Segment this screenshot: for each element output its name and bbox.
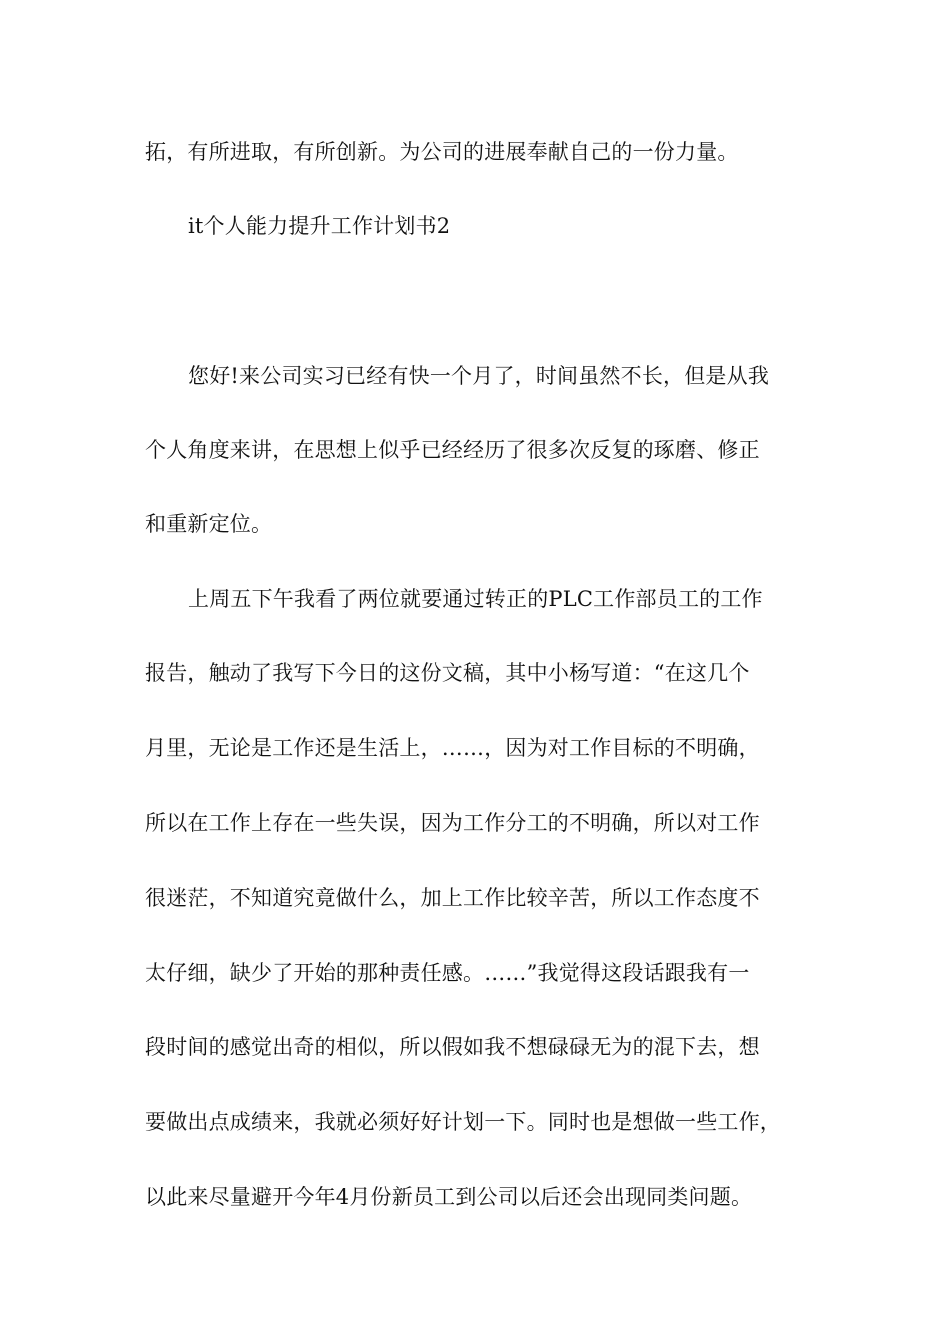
paragraph-line: 和重新定位。 bbox=[145, 512, 273, 536]
paragraph-line: 很迷茫，不知道究竟做什么，加上工作比较辛苦，所以工作态度不 bbox=[145, 886, 760, 910]
paragraph-line: 上周五下午我看了两位就要通过转正的PLC工作部员工的工作 bbox=[188, 587, 763, 611]
paragraph-line: 所以在工作上存在一些失误，因为工作分工的不明确，所以对工作 bbox=[145, 811, 760, 835]
paragraph-line: 月里，无论是工作还是生活上，……，因为对工作目标的不明确， bbox=[145, 736, 760, 760]
paragraph-line: 段时间的感觉出奇的相似，所以假如我不想碌碌无为的混下去，想 bbox=[145, 1035, 760, 1059]
paragraph-line: 太仔细，缺少了开始的那种责任感。……”我觉得这段话跟我有一 bbox=[145, 961, 750, 985]
paragraph-line: 个人角度来讲，在思想上似乎已经经历了很多次反复的琢磨、修正 bbox=[145, 438, 760, 462]
paragraph-line: 拓，有所进取，有所创新。为公司的进展奉献自己的一份力量。 bbox=[145, 140, 739, 164]
paragraph-line: 以此来尽量避开今年4月份新员工到公司以后还会出现同类问题。 bbox=[145, 1185, 753, 1209]
section-heading: it个人能力提升工作计划书2 bbox=[188, 214, 451, 238]
paragraph-line: 您好!来公司实习已经有快一个月了，时间虽然不长，但是从我 bbox=[188, 364, 770, 388]
paragraph-line: 要做出点成绩来，我就必须好好计划一下。同时也是想做一些工作， bbox=[145, 1110, 781, 1134]
paragraph-line: 报告，触动了我写下今日的这份文稿，其中小杨写道：“在这几个 bbox=[145, 661, 750, 685]
